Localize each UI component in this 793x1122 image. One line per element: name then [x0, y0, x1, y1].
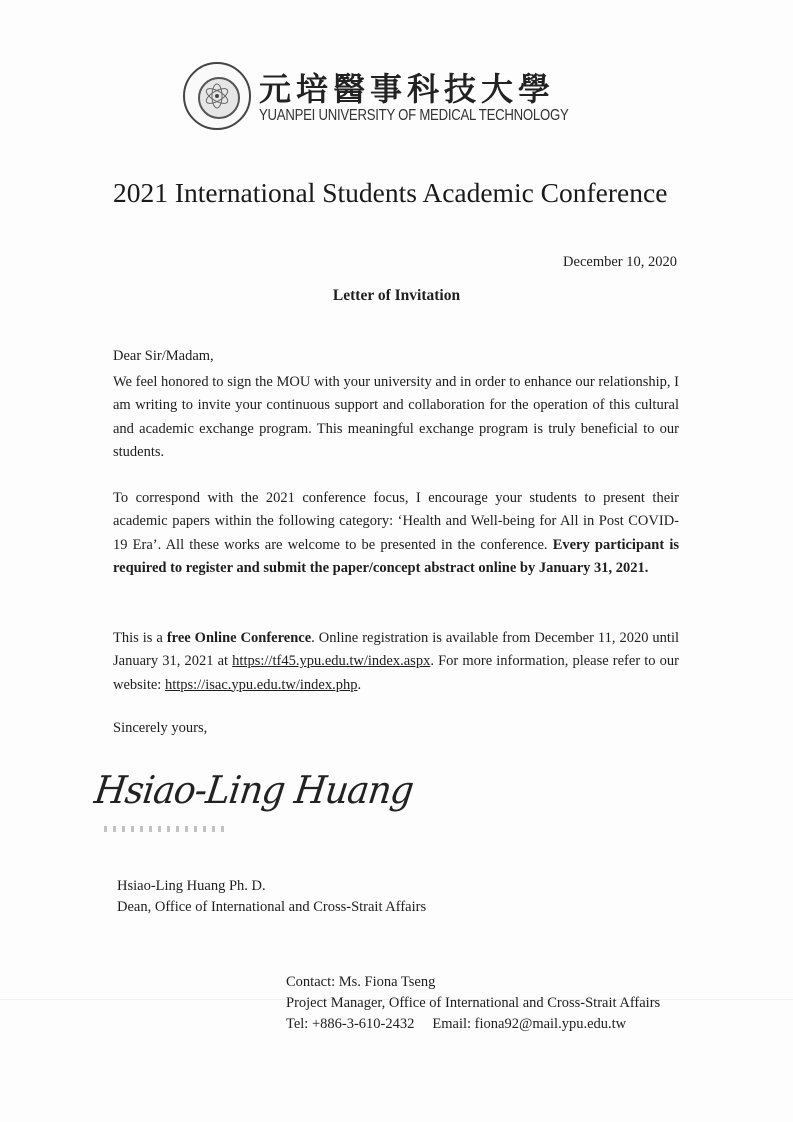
registration-text: . — [357, 676, 362, 693]
registration-text: This is a — [113, 630, 167, 646]
letterhead — [183, 62, 569, 134]
registration-deadline: Every participant is required to register and submit the paper/concept abstract online by January 31, 2021. — [113, 536, 679, 576]
paragraph-intro: We feel honored to sign the MOU with your university and in order to enhance our relationship, I am writing to invite your continuous support and collaboration for the operation of this cultural and academic exchange program. This meaningful exchange program is truly beneficial to our students. — [113, 374, 679, 460]
letter-date: December 10, 2020 — [563, 254, 677, 270]
signer-name: Hsiao-Ling Huang Ph. D. — [117, 878, 266, 894]
contact-details — [286, 1014, 660, 1035]
contact-block — [286, 972, 660, 1035]
university-seal-icon — [183, 62, 251, 130]
contact-tel: Tel: +886-3-610-2432 — [286, 1016, 415, 1032]
contact-role: Project Manager, Office of International and Cross-Strait Affairs — [286, 995, 661, 1011]
signer-block — [117, 876, 426, 918]
closing: Sincerely yours, — [113, 720, 208, 736]
signature: Hsiao-Ling Huang — [92, 768, 416, 812]
free-online-conference: free Online Conference — [166, 630, 312, 646]
signature-stamp-trace — [104, 826, 224, 832]
contact-person: Contact: Ms. Fiona Tseng — [286, 974, 436, 990]
focus-text: To correspond with the 2021 conference focus, I encourage your students to present their academic papers within the following category: ‘Health and Well-being for All in Post COVID-19 Era’. All these works are welcome to be presented in the conference. — [113, 490, 679, 553]
paragraph-registration — [113, 627, 679, 697]
contact-email[interactable]: Email: fiona92@mail.ypu.edu.tw — [432, 1016, 627, 1032]
registration-link[interactable]: https://tf45.ypu.edu.tw/index.aspx — [232, 653, 431, 670]
registration-text: . Online registration is available from December 11, 2020 until January 31, 2021 at — [113, 630, 680, 670]
signer-title: Dean, Office of International and Cross-Strait Affairs — [117, 899, 427, 915]
paragraph-conference-focus — [113, 487, 679, 580]
website-link[interactable]: https://isac.ypu.edu.tw/index.php — [164, 676, 358, 693]
letter-title: Letter of Invitation — [332, 287, 461, 304]
conference-title: 2021 International Students Academic Conference — [113, 177, 668, 208]
salutation: Dear Sir/Madam, — [113, 348, 214, 364]
registration-text: . For more information, please refer to our website: — [113, 653, 679, 693]
university-name-english: YUANPEI UNIVERSITY OF MEDICAL TECHNOLOGY — [259, 107, 569, 124]
university-name-chinese: 元培醫事科技大學 — [259, 70, 556, 108]
